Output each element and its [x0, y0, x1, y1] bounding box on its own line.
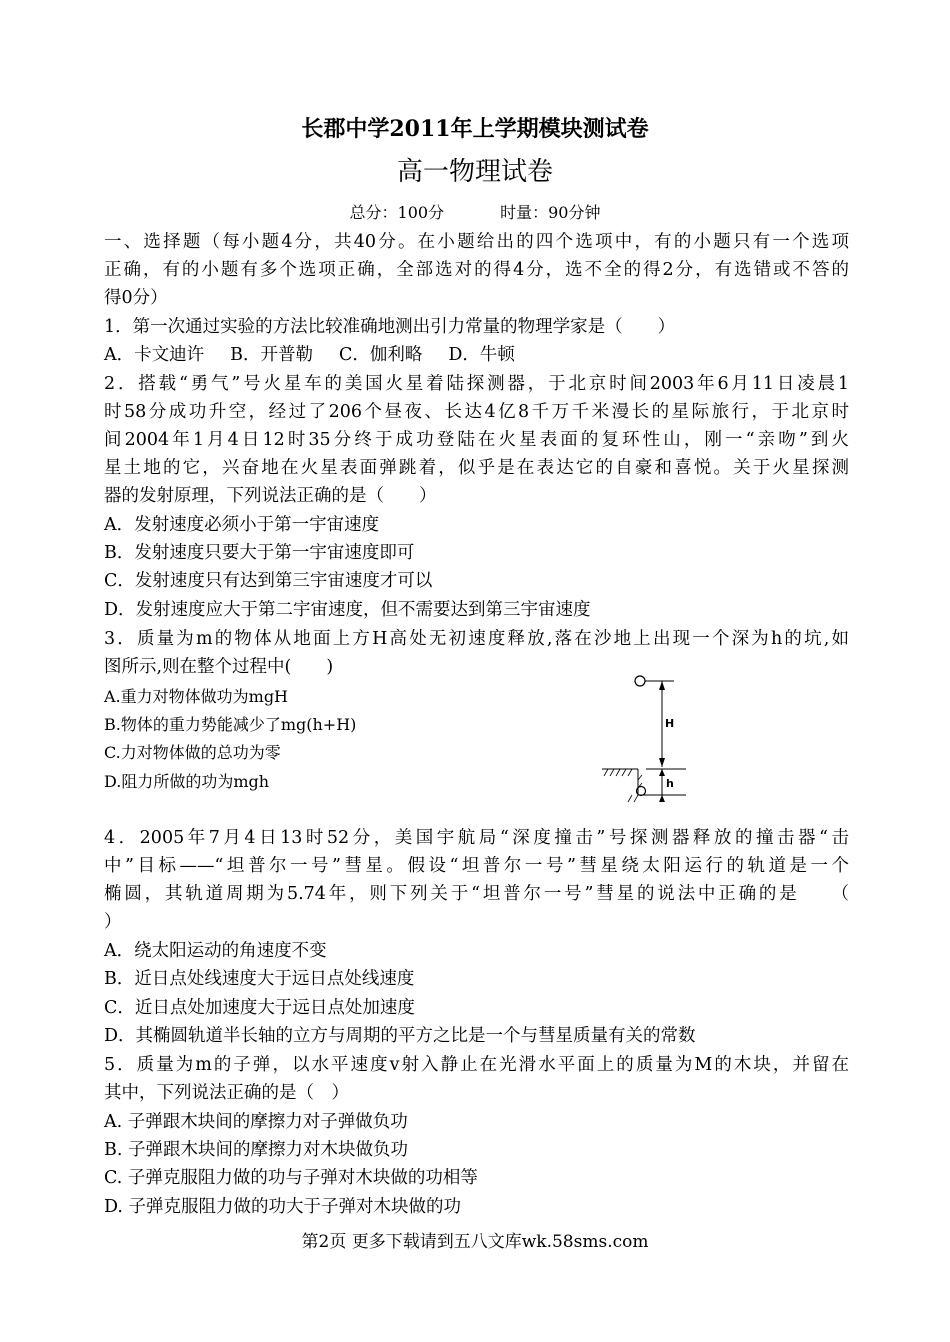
arrow-head-up — [659, 681, 665, 690]
exam-title: 长郡中学2011年上学期模块测试卷 — [301, 116, 649, 142]
option-d: D.阻力所做的功为mgh — [104, 772, 270, 791]
option-c: C. 子弹克服阻力做的功与子弹对木块做的功相等 — [104, 1168, 478, 1188]
question-4-line: ） — [104, 912, 122, 932]
option-a: A．绕太阳运动的角速度不变 — [104, 941, 327, 961]
section-instruction-line: 一、选择题（每小题4分，共40分。在小题给出的四个选项中，有的小题只有一个选项 — [104, 232, 849, 252]
question-5-line: 其中，下列说法正确的是（ ） — [104, 1083, 349, 1103]
exam-meta — [0, 200, 950, 226]
option-c: C．发射速度只有达到第三宇宙速度才可以 — [104, 571, 433, 591]
option-b: B.物体的重力势能减少了mg(h+H) — [104, 715, 357, 734]
question-2-line: 2．搭载“勇气”号火星车的美国火星着陆探测器，于北京时间2003年6月11日凌晨1 — [104, 374, 849, 394]
option-b: B. 子弹跟木块间的摩擦力对木块做负功 — [104, 1140, 408, 1160]
question-2-line: 星土地的它，兴奋地在火星表面弹跳着，似乎是在表达它的自豪和喜悦。关于火星探测 — [104, 458, 849, 478]
option-a: A．卡文迪许 — [104, 345, 205, 365]
question-1-options — [104, 341, 849, 369]
option-a: A．发射速度必须小于第一宇宙速度 — [104, 515, 380, 535]
falling-object-figure — [598, 670, 690, 805]
time-limit: 时量：90分钟 — [500, 203, 601, 222]
section-instruction-line: 正确，有的小题有多个选项正确，全部选对的得4分，选不全的得2分，有选错或不答的 — [104, 260, 849, 280]
question-3-line: 3．质量为m的物体从地面上方H高处无初速度释放,落在沙地上出现一个深为h的坑,如 — [104, 629, 849, 649]
option-a: A. 子弹跟木块间的摩擦力对子弹做负功 — [104, 1112, 408, 1132]
label-H: H — [665, 717, 675, 730]
option-c: C．近日点处加速度大于远日点处加速度 — [104, 998, 415, 1018]
label-h: h — [666, 777, 674, 790]
question-2-line: 时58分成功升空，经过了206个昼夜、长达4亿8千万千米漫长的星际旅行，于北京时 — [104, 402, 849, 422]
question-2-line: 器的发射原理，下列说法正确的是（ ） — [104, 486, 437, 506]
option-a: A.重力对物体做功为mgH — [104, 687, 289, 706]
option-b: B．近日点处线速度大于远日点处线速度 — [104, 969, 415, 989]
question-4-line: 4．2005年7月4日13时52分，美国宇航局“深度撞击”号探测器释放的撞击器“击 — [104, 828, 849, 848]
question-3-line: 图所示,则在整个过程中( ) — [104, 657, 334, 677]
option-d: D. 子弹克服阻力做的功大于子弹对木块做的功 — [104, 1197, 462, 1217]
arrow-head-down — [659, 758, 665, 767]
question-5-line: 5．质量为m的子弹，以水平速度v射入静止在光滑水平面上的质量为M的木块，并留在 — [104, 1055, 849, 1075]
question-2-line: 间2004年1月4日12时35分终于成功登陆在火星表面的复环性山，刚一“亲吻”到火 — [104, 430, 849, 450]
question-1-stem: 1．第一次通过实验的方法比较准确地测出引力常量的物理学家是（ ） — [104, 317, 676, 337]
section-instruction-line: 得0分） — [104, 288, 168, 308]
question-4-line: 中”目标——“坦普尔一号”彗星。假设“坦普尔一号”彗星绕太阳运行的轨道是一个 — [104, 856, 849, 876]
option-c: C．伽利略 — [339, 345, 423, 365]
exam-subtitle: 高一物理试卷 — [396, 157, 553, 187]
option-c: C.力对物体做的总功为零 — [104, 743, 281, 762]
option-b: B．开普勒 — [230, 345, 314, 365]
option-b: B．发射速度只要大于第一宇宙速度即可 — [104, 543, 415, 563]
page-footer: 第2页 更多下载请到五八文库wk.58sms.com — [301, 1232, 649, 1252]
option-d: D．牛顿 — [448, 345, 515, 365]
option-d: D．发射速度应大于第二宇宙速度，但不需要达到第三宇宙速度 — [104, 600, 591, 620]
ball-top — [635, 676, 645, 686]
option-d: D．其椭圆轨道半长轴的立方与周期的平方之比是一个与彗星质量有关的常数 — [104, 1026, 696, 1046]
question-4-line: 椭圆，其轨道周期为5.74年，则下列关于“坦普尔一号”彗星的说法中正确的是 （ — [104, 884, 849, 904]
total-score: 总分：100分 — [349, 203, 445, 222]
